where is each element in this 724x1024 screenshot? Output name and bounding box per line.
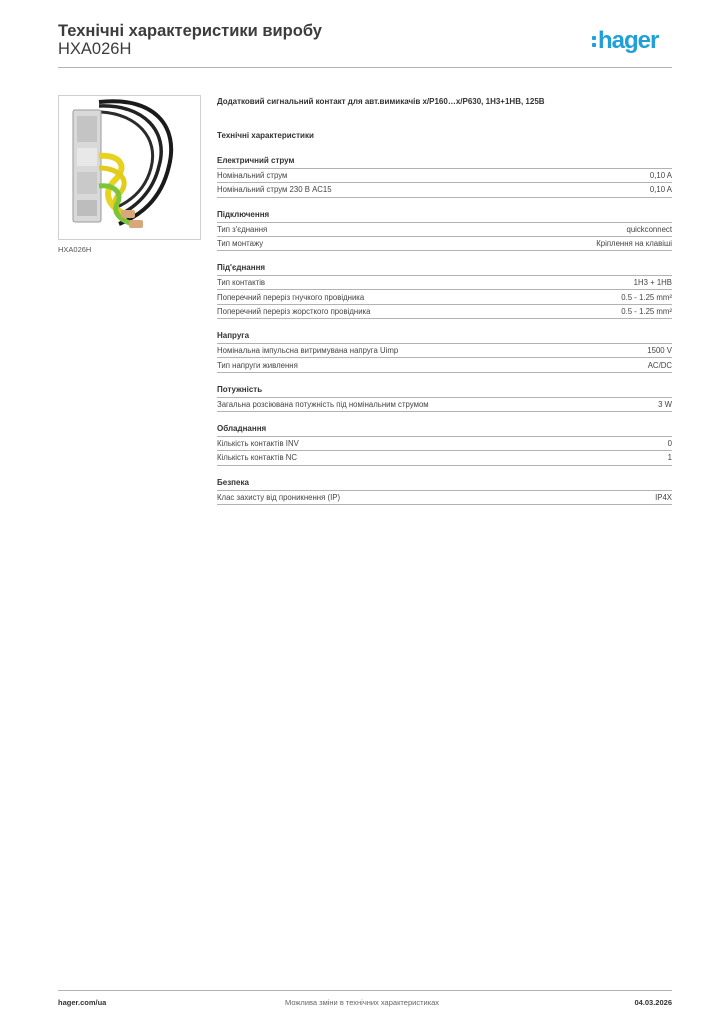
spec-value: 1Н3 + 1НВ xyxy=(633,278,672,288)
spec-value: 0,10 A xyxy=(649,171,672,181)
spec-value: 0 xyxy=(667,439,672,449)
spec-group xyxy=(217,331,672,373)
spec-value: 0.5 - 1.25 mm² xyxy=(621,306,672,316)
spec-row xyxy=(217,491,672,505)
hager-logo xyxy=(592,28,658,54)
spec-row xyxy=(217,451,672,465)
spec-label: Клас захисту від проникнення (IP) xyxy=(217,492,341,502)
spec-group xyxy=(217,263,672,319)
signal-contact-icon xyxy=(59,96,200,239)
spec-group xyxy=(217,424,672,466)
spec-label: Кількість контактів NC xyxy=(217,453,298,463)
image-caption: HXA026H xyxy=(58,245,92,254)
footer-divider xyxy=(58,990,672,991)
spec-label: Номінальний струм 230 В AC15 xyxy=(217,185,332,195)
spec-label: Тип контактів xyxy=(217,278,266,288)
product-description: Додатковий сигнальний контакт для авт.вимикачів x/P160…x/P630, 1Н3+1НВ, 125В xyxy=(217,97,545,106)
spec-group-title: Безпека xyxy=(217,478,672,491)
spec-label: Загальна розсіювана потужність під номінальним струмом xyxy=(217,399,429,409)
spec-label: Поперечний переріз жорсткого провідника xyxy=(217,306,371,316)
spec-value: 0,10 A xyxy=(649,185,672,195)
spec-group-title: Напруга xyxy=(217,331,672,344)
spec-value: 3 W xyxy=(658,399,672,409)
spec-row xyxy=(217,169,672,183)
spec-label: Поперечний переріз гнучкого провідника xyxy=(217,292,365,302)
spec-row xyxy=(217,305,672,319)
spec-group xyxy=(217,156,672,198)
spec-row xyxy=(217,437,672,451)
spec-row xyxy=(217,290,672,304)
spec-group-title: Під'єднання xyxy=(217,263,672,276)
spec-row xyxy=(217,358,672,372)
spec-row xyxy=(217,276,672,290)
spec-label: Тип напруги живлення xyxy=(217,360,298,370)
spec-row xyxy=(217,223,672,237)
spec-section-title: Технічні характеристики xyxy=(217,131,314,140)
footer-website: hager.com/ua xyxy=(58,998,107,1007)
spec-row xyxy=(217,344,672,358)
spec-value: Кріплення на клавіші xyxy=(596,239,672,249)
footer-notice: Можлива зміни в технічних характеристиках xyxy=(285,998,440,1007)
spec-label: Номінальна імпульсна витримувана напруга Uimp xyxy=(217,346,399,356)
spec-table xyxy=(217,156,672,517)
spec-label: Тип монтажу xyxy=(217,239,264,249)
spec-label: Номінальний струм xyxy=(217,171,288,181)
product-code: HXA026H xyxy=(58,40,132,58)
spec-value: 1 xyxy=(667,453,672,463)
spec-value: 0.5 - 1.25 mm² xyxy=(621,292,672,302)
spec-group-title: Електричний струм xyxy=(217,156,672,169)
product-image xyxy=(58,95,201,240)
footer-date: 04.03.2026 xyxy=(634,998,672,1007)
spec-group xyxy=(217,210,672,252)
spec-group xyxy=(217,478,672,505)
spec-row xyxy=(217,237,672,251)
logo-dots-icon xyxy=(592,34,596,48)
spec-group xyxy=(217,385,672,412)
spec-label: Кількість контактів INV xyxy=(217,439,299,449)
spec-group-title: Обладнання xyxy=(217,424,672,437)
page-title: Технічні характеристики виробу xyxy=(58,22,322,40)
spec-value: 1500 V xyxy=(647,346,672,356)
spec-group-title: Потужність xyxy=(217,385,672,398)
spec-row xyxy=(217,183,672,197)
header-divider xyxy=(58,67,672,68)
spec-label: Тип з'єднання xyxy=(217,224,268,234)
spec-value: quickconnect xyxy=(626,224,672,234)
logo-text: hager xyxy=(598,27,659,54)
spec-value: IP4X xyxy=(655,492,672,502)
spec-row xyxy=(217,398,672,412)
spec-value: AC/DC xyxy=(647,360,672,370)
spec-group-title: Підключення xyxy=(217,210,672,223)
